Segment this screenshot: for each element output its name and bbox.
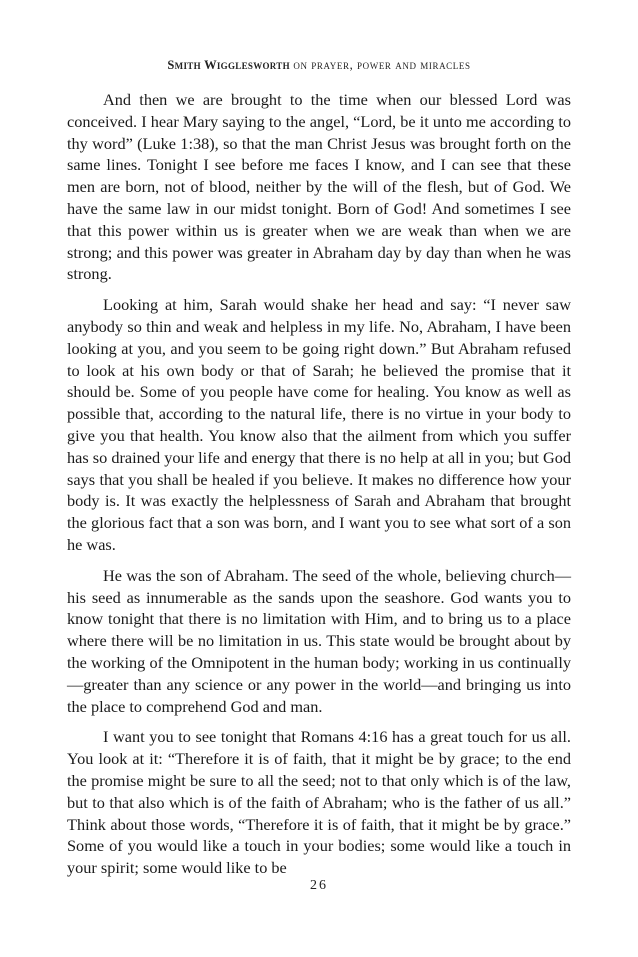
paragraph: Looking at him, Sarah would shake her head and say: “I never saw anybody so thin and weak and helpless in my life. No, Abraham, I have been looking at you, and you seem to be going right down.” But Abraham refused to look at his own body or that of Sarah; he believed the promise that it should be. Some of you people have come for healing. You know as well as possible that, according to the natural life, there is no virtue in your body to give you that health. You know also that the ailment from which you suffer has so drained your life and energy that there is no help at all in you; but God says that you shall be healed if you believe. It makes no difference how your body is. It was exactly the helplessness of Sarah and Abraham that brought the glorious fact that a son was born, and I want you to see what sort of a son he was.	[67, 295, 571, 554]
paragraph: I want you to see tonight that Romans 4:16 has a great touch for us all. You look at it: “Therefore it is of faith, that it might be by grace; to the end the promise might be sure to all the seed; not to that only which is of the law, but to that also which is of the faith of Abraham; who is the father of us all.” Think about those words, “Therefore it is of faith, that it might be by grace.” Some of you would like a touch in your bodies; some would like a touch in your spirit; some would like to be	[67, 727, 571, 878]
header-author: Smith Wigglesworth	[167, 58, 290, 72]
body-text	[67, 89, 571, 888]
paragraph: He was the son of Abraham. The seed of the whole, believing church—his seed as innumerable as the sands upon the seashore. God wants you to know tonight that there is no limitation with Him, and to bring us to a place where there will be no limitation in us. This state would be brought about by the working of the Omnipotent in the human body; working in us continually—greater than any science or any power in the world—and bringing us into the place to comprehend God and man.	[67, 565, 571, 716]
paragraph: And then we are brought to the time when our blessed Lord was conceived. I hear Mary saying to the angel, “Lord, be it unto me according to thy word” (Luke 1:38), so that the man Christ Jesus was brought forth on the same lines. Tonight I see before me faces I know, and I can see that these men are born, not of blood, neither by the will of the flesh, but of God. We have the same law in our midst tonight. Born of God! And sometimes I see that this power within us is greater when we are weak than when we are strong; and this power was greater in Abraham day by day than when he was strong.	[67, 90, 571, 284]
header-book-title: on prayer, power and miracles	[293, 58, 471, 72]
running-header	[0, 58, 638, 73]
page-number: 26	[310, 878, 328, 893]
